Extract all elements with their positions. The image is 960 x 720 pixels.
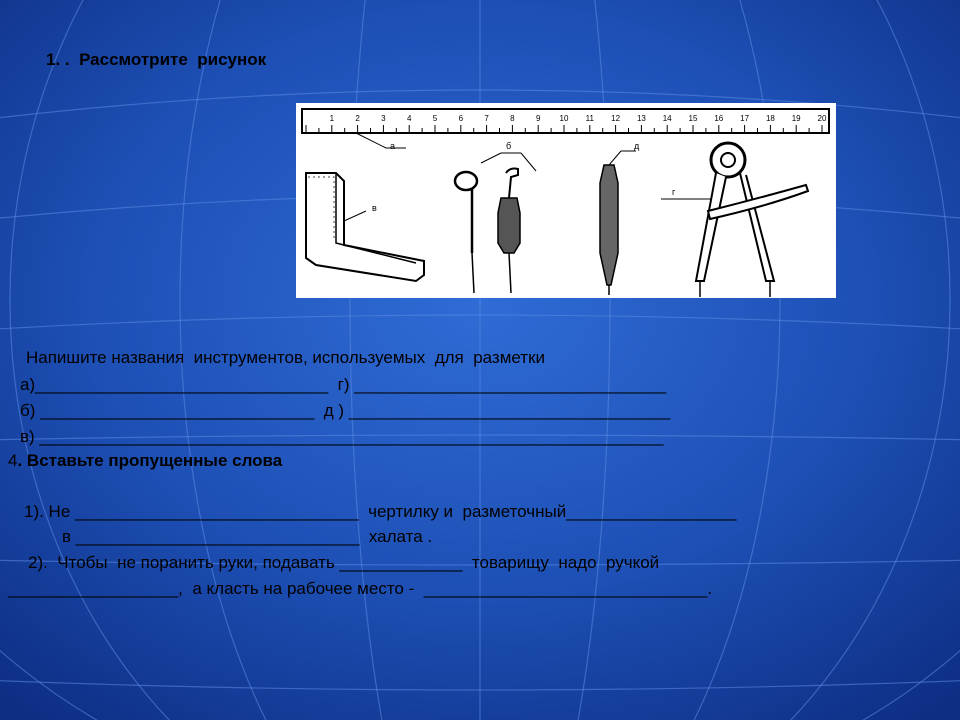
ruler-number: 2: [355, 114, 360, 123]
answer-line-1: а)_______________________________ г) _________________________________: [20, 375, 667, 394]
ruler-number: 7: [484, 114, 489, 123]
scriber-tools-image: [455, 153, 536, 293]
figure-label-g: г: [672, 187, 676, 197]
figure-label-v: в: [372, 203, 377, 213]
ruler-number: 10: [559, 114, 569, 123]
square-tool-image: [306, 173, 424, 281]
ruler-number: 20: [817, 114, 827, 123]
figure-label-d: д: [634, 141, 640, 151]
ruler-number: 16: [714, 114, 724, 123]
ruler-number: 5: [432, 114, 438, 123]
ruler-number: 15: [688, 114, 698, 123]
ruler-number: 8: [510, 114, 515, 123]
ruler-number: 9: [535, 114, 541, 123]
ruler-number: 3: [381, 114, 386, 123]
task4-number: 4: [8, 451, 18, 470]
instruction-text: Напишите названия инструментов, используемых для разметки: [26, 348, 545, 367]
answer-line-3: в) __________________________________________________________________: [20, 427, 664, 446]
task4-sentence-2b: __________________, а класть на рабочее место - ______________________________.: [8, 579, 713, 598]
figure-label-a: а: [390, 141, 396, 151]
ruler-image: [302, 109, 829, 133]
marking-tools-figure: [296, 103, 836, 298]
task4-sentence-2a: 2). Чтобы не поранить руки, подавать _____________ товарищу надо ручкой: [28, 553, 660, 572]
ruler-number: 17: [740, 114, 750, 123]
tools-illustration: [296, 103, 836, 298]
ruler-number: 1: [329, 114, 335, 123]
center-punch-image: [600, 151, 636, 295]
ruler-number: 4: [406, 114, 412, 123]
ruler-number: 14: [662, 114, 672, 123]
task1-heading: 1. . Рассмотрите рисунок: [46, 50, 267, 69]
ruler-number: 12: [611, 114, 621, 123]
task4-heading: [8, 451, 282, 471]
task4-sentence-1b: в ______________________________ халата .: [62, 527, 433, 546]
task4-sentence-1a: 1). Не ______________________________ чертилку и разметочный__________________: [24, 502, 737, 521]
ruler-number: 6: [458, 114, 464, 123]
ruler-number: 18: [765, 114, 775, 123]
ruler-number: 19: [791, 114, 801, 123]
ruler-number: 13: [636, 114, 646, 123]
answer-line-2: б) _____________________________ д ) __________________________________: [20, 401, 671, 420]
task4-heading-text: . Вставьте пропущенные слова: [17, 451, 283, 470]
figure-label-b: б: [506, 141, 512, 151]
ruler-number: 11: [585, 114, 594, 123]
compass-tool-image: [661, 143, 808, 297]
